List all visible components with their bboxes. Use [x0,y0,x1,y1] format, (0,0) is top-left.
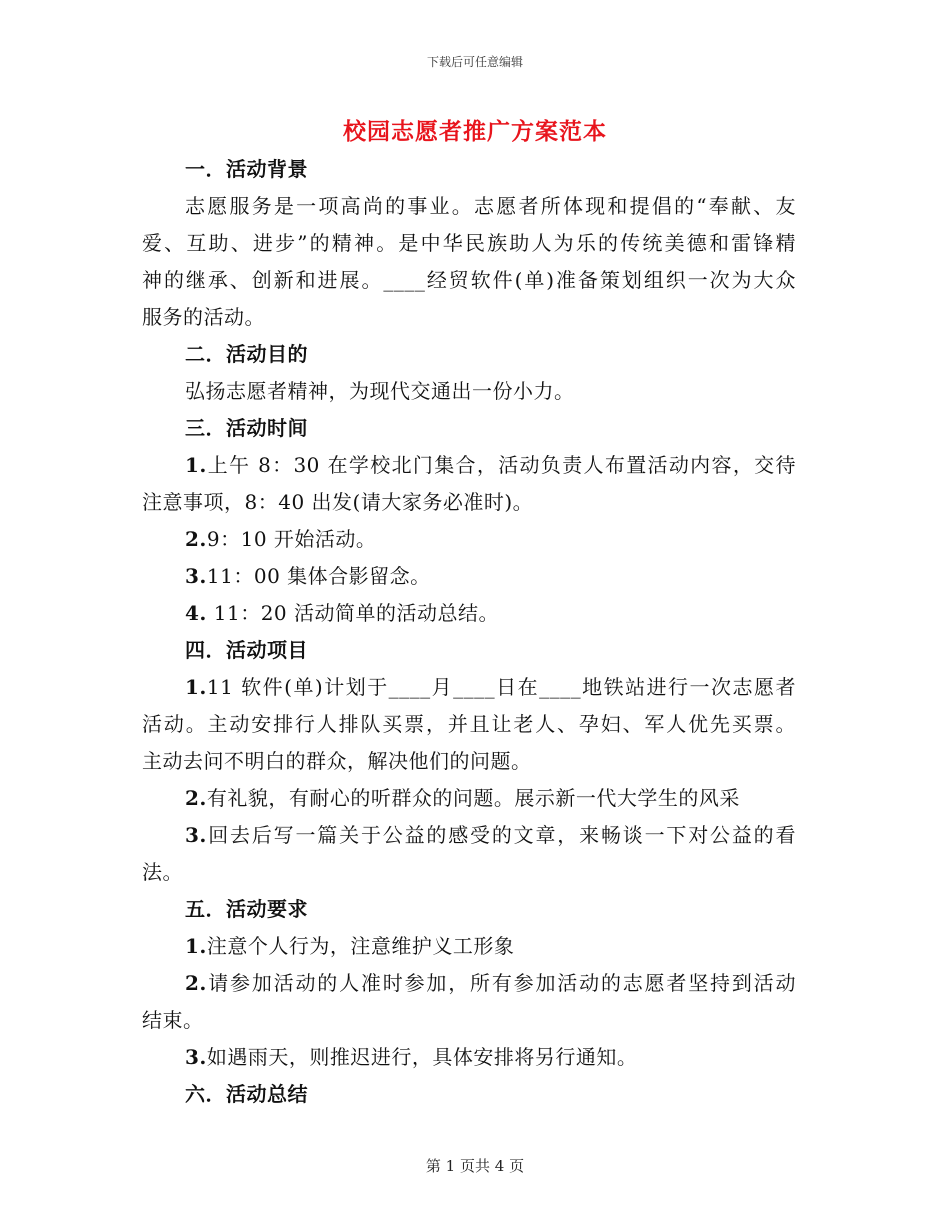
section-heading: 四．活动项目 [185,638,308,662]
section-heading: 五．活动要求 [185,897,308,921]
list-item-text: 上午 8：30 在学校北门集合，活动负责人布置活动内容，交待 [206,453,796,477]
list-item-text: 11 软件(单)计划于____月____日在____地铁站进行一次志愿者 [206,675,796,699]
list-item-text: 如遇雨天，则推迟进行，具体安排将另行通知。 [206,1045,638,1069]
list-item-text: 有礼貌，有耐心的听群众的问题。展示新一代大学生的风采 [206,786,740,810]
list-item [142,447,796,484]
list-item-text: 结束。 [142,1008,204,1032]
list-item-text: 请参加活动的人准时参加，所有参加活动的志愿者坚持到活动 [206,971,796,995]
section-items [142,669,796,891]
list-item-continuation [142,1002,796,1039]
paragraph-line: 神的继承、创新和进展。____经贸软件(单)准备策划组织一次为大众 [142,268,796,292]
list-item-text: 主动去问不明白的群众，解决他们的问题。 [142,749,532,773]
page-header: 下载后可任意编辑 [426,55,523,69]
list-item-text: 活动。主动安排行人排队买票，并且让老人、孕妇、军人优先买票。 [142,712,796,736]
document-body [142,151,796,1113]
list-item-number: 2. [185,971,207,995]
list-item-continuation [142,854,796,891]
section-heading: 三．活动时间 [185,416,308,440]
list-item-text: 注意事项，8：40 出发(请大家务必准时)。 [142,490,534,514]
list-item-number: 1. [185,934,207,958]
list-item-text: 法。 [142,860,183,884]
page-footer: 第 1 页共 4 页 [425,1157,525,1175]
list-item [142,1039,796,1076]
list-item-continuation [142,706,796,743]
list-item-number: 3. [185,1045,207,1069]
list-item [142,965,796,1002]
list-item-text: 回去后写一篇关于公益的感受的文章，来畅谈一下对公益的看 [206,823,796,847]
section-heading: 一．活动背景 [185,157,308,181]
list-item-number: 3. [185,564,207,588]
list-item-continuation [142,484,796,521]
paragraph-line: 志愿服务是一项高尚的事业。志愿者所体现和提倡的“奉献、友 [185,194,796,218]
section-heading: 二．活动目的 [185,342,308,366]
list-item-number: 1. [185,675,207,699]
list-item [142,780,796,817]
list-item-number: 2. [185,786,207,810]
list-item [142,817,796,854]
list-item [142,669,796,706]
list-item-number: 1. [185,453,207,477]
list-item-text: 注意个人行为，注意维护义工形象 [206,934,515,958]
list-item-continuation [142,743,796,780]
list-item-text: 11：20 活动简单的活动总结。 [206,601,500,625]
section-heading: 六．活动总结 [185,1082,308,1106]
list-item [142,595,796,632]
paragraph-line: 爱、互助、进步”的精神。是中华民族助人为乐的传统美德和雷锋精 [142,231,796,255]
section-items [142,928,796,1076]
list-item-text: 11：00 集体合影留念。 [206,564,431,588]
list-item-number: 4. [185,601,207,625]
list-item [142,558,796,595]
paragraph-line: 服务的活动。 [142,305,265,329]
list-item-text: 9：10 开始活动。 [206,527,377,551]
list-item-number: 2. [185,527,207,551]
list-item [142,928,796,965]
document-title: 校园志愿者推广方案范本 [343,118,607,145]
paragraph-line: 弘扬志愿者精神，为现代交通出一份小力。 [185,379,575,403]
list-item [142,521,796,558]
list-item-number: 3. [185,823,207,847]
section-items [142,447,796,632]
